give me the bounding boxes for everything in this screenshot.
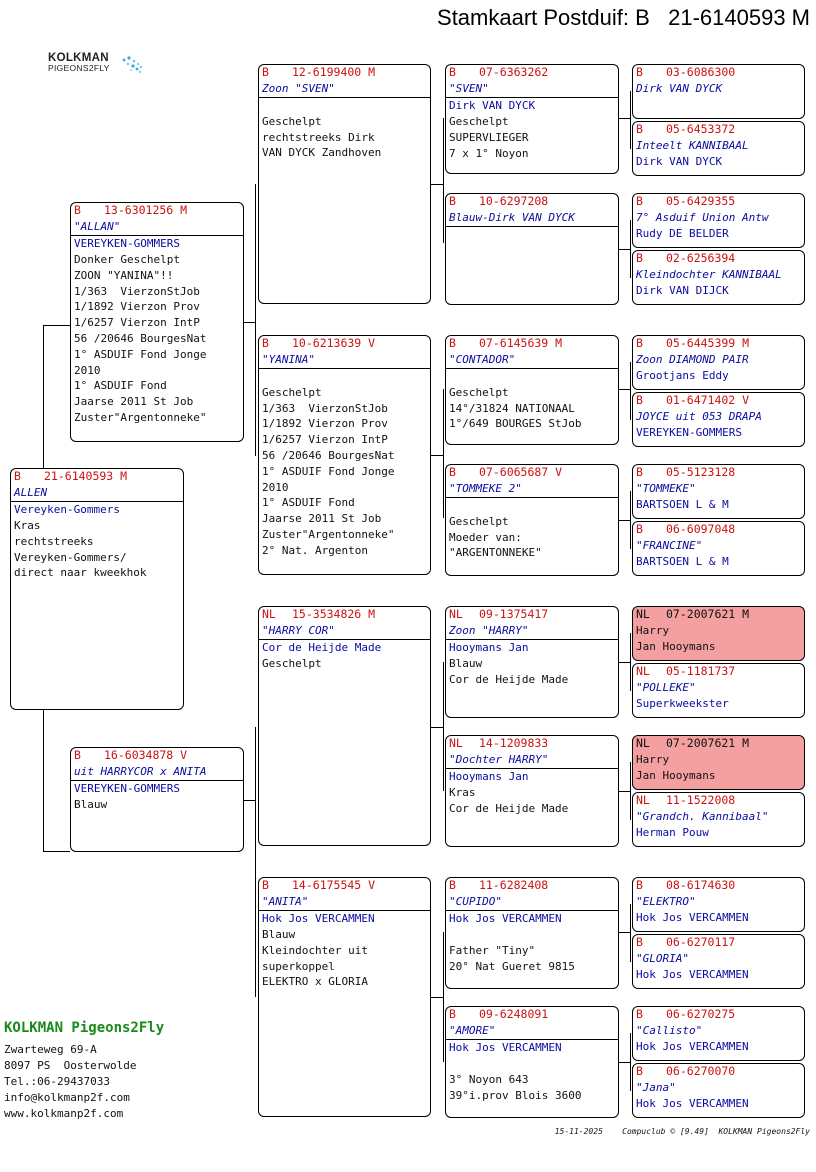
pigeon-card-sdd bbox=[445, 464, 619, 576]
pigeon-note: 2010 bbox=[262, 480, 289, 494]
ring-number: 11-1522008 bbox=[666, 793, 736, 807]
country-code: B bbox=[449, 336, 456, 350]
pigeon-name: ALLEN bbox=[14, 486, 48, 499]
country-code: NL bbox=[636, 664, 650, 678]
pigeon-note: Kleindochter uit bbox=[262, 943, 368, 957]
pigeon-name: "TOMMEKE 2" bbox=[449, 482, 522, 495]
spacer bbox=[446, 498, 618, 514]
ring-header bbox=[633, 251, 804, 267]
pigeon-card-d1 bbox=[70, 747, 244, 852]
country-code: B bbox=[14, 469, 21, 483]
spacer bbox=[446, 369, 618, 385]
ring-header bbox=[446, 878, 618, 894]
pigeon-note: 1/363 VierzonStJob bbox=[262, 401, 388, 415]
pigeon-line-1: "FRANCINE" bbox=[636, 539, 703, 552]
ring-header bbox=[446, 607, 618, 623]
connector-line bbox=[619, 118, 630, 119]
ring-number: 14-6175545 V bbox=[292, 878, 376, 892]
ring-header bbox=[633, 1064, 804, 1080]
pigeon-note: 1° ASDUIF Fond bbox=[262, 496, 355, 510]
pigeon-note: 14°/31824 NATIONAAL bbox=[449, 401, 575, 415]
ring-number: 07-2007621 M bbox=[666, 736, 750, 750]
country-code: B bbox=[636, 1007, 643, 1021]
pigeon-line-1: "Callisto" bbox=[636, 1024, 703, 1037]
pigeon-card-g3 bbox=[632, 193, 805, 248]
pigeon-line-2: Jan Hooymans bbox=[636, 640, 716, 653]
ring-number: 06-6270070 bbox=[666, 1064, 736, 1078]
ring-number: 05-6453372 bbox=[666, 122, 736, 136]
pigeon-note: rechtstreeks Dirk bbox=[262, 130, 375, 144]
connector-line bbox=[630, 362, 631, 420]
country-code: NL bbox=[449, 736, 463, 750]
pigeon-note: Blauw bbox=[262, 928, 296, 941]
pigeon-note: 1/6257 Vierzon IntP bbox=[74, 316, 200, 330]
connector-line bbox=[244, 800, 255, 801]
connector-line bbox=[619, 932, 630, 933]
country-code: B bbox=[262, 336, 269, 350]
connector-line bbox=[630, 904, 631, 962]
pigeon-line-1: "TOMMEKE" bbox=[636, 482, 696, 495]
pigeon-note: Geschelpt bbox=[262, 114, 322, 128]
ring-number: 10-6297208 bbox=[479, 194, 549, 208]
pigeon-note bbox=[446, 1056, 618, 1072]
connector-line bbox=[619, 791, 630, 792]
pigeon-line-2: BARTSOEN L & M bbox=[636, 498, 729, 511]
pigeon-owner: VEREYKEN-GOMMERS bbox=[74, 782, 180, 795]
pigeon-line-2: Dirk VAN DIJCK bbox=[636, 284, 729, 297]
pigeon-note: Vereyken-Gommers/ bbox=[14, 550, 127, 564]
country-code: B bbox=[449, 465, 456, 479]
pigeon-line-1: 7° Asduif Union Antw bbox=[636, 211, 769, 224]
pigeon-name: Zoon "HARRY" bbox=[449, 624, 529, 637]
ring-number: 05-6429355 bbox=[666, 194, 736, 208]
pigeon-card-ss bbox=[258, 64, 431, 304]
pigeon-line-2: Dirk VAN DYCK bbox=[636, 155, 723, 168]
ring-number: 01-6471402 V bbox=[666, 393, 750, 407]
connector-line bbox=[244, 322, 255, 323]
pigeon-card-g2 bbox=[632, 121, 805, 176]
pigeon-line-2 bbox=[633, 97, 804, 113]
ring-header bbox=[446, 1007, 618, 1023]
connector-line bbox=[630, 633, 631, 691]
connector-line bbox=[630, 220, 631, 278]
pigeon-note: 1/363 VierzonStJob bbox=[74, 284, 200, 298]
pigeon-card-ssd bbox=[445, 193, 619, 305]
pigeon-line-1: Dirk VAN DYCK bbox=[636, 82, 723, 95]
ring-header bbox=[633, 664, 804, 680]
ring-header bbox=[11, 469, 183, 485]
pigeon-owner: Dirk VAN DYCK bbox=[449, 99, 536, 112]
pigeon-note: 1/1892 Vierzon Prov bbox=[262, 417, 388, 431]
country-code: B bbox=[636, 194, 643, 208]
pigeon-note: 56 /20646 BourgesNat bbox=[74, 331, 207, 345]
pigeon-note: Father "Tiny" bbox=[449, 943, 536, 957]
ring-header bbox=[633, 793, 804, 809]
pigeon-note: VAN DYCK Zandhoven bbox=[262, 146, 382, 160]
country-code: B bbox=[636, 336, 643, 350]
pigeon-owner: Hok Jos VERCAMMEN bbox=[262, 912, 375, 925]
connector-line bbox=[443, 389, 444, 518]
country-code: B bbox=[636, 878, 643, 892]
country-code: B bbox=[449, 194, 456, 208]
pigeon-note bbox=[446, 927, 618, 943]
pigeon-name: "SVEN" bbox=[449, 82, 489, 95]
pigeon-note: "ARGENTONNEKE" bbox=[449, 546, 542, 560]
website-line: www.kolkmanp2f.com bbox=[4, 1107, 124, 1120]
pigeon-line-2: Herman Pouw bbox=[636, 826, 709, 839]
pigeon-note: Zuster"Argentonneke" bbox=[262, 527, 395, 541]
ring-header bbox=[633, 65, 804, 81]
ring-header bbox=[633, 607, 804, 623]
pigeon-note: SUPERVLIEGER bbox=[449, 130, 529, 144]
ring-header bbox=[633, 878, 804, 894]
pigeon-note: 3° Noyon 643 bbox=[449, 1072, 529, 1086]
spacer bbox=[446, 227, 618, 243]
pigeon-name: "ANITA" bbox=[262, 895, 309, 908]
connector-line bbox=[619, 249, 630, 250]
ring-header bbox=[71, 748, 243, 764]
pigeon-note: 1/1892 Vierzon Prov bbox=[74, 300, 200, 314]
pigeon-card-g5 bbox=[632, 335, 805, 390]
ring-header bbox=[446, 65, 618, 81]
pigeon-line-1: "Grandch. Kannibaal" bbox=[636, 810, 769, 823]
connector-line bbox=[431, 727, 443, 728]
pigeon-line-1: "POLLEKE" bbox=[636, 681, 696, 694]
ring-number: 21-6140593 M bbox=[44, 469, 128, 483]
ring-header bbox=[259, 878, 430, 894]
pigeon-line-2: Jan Hooymans bbox=[636, 769, 716, 782]
logo-dots-icon bbox=[120, 54, 146, 76]
pigeon-note: 7 x 1° Noyon bbox=[449, 146, 529, 160]
pigeon-note: ELEKTRO x GLORIA bbox=[262, 975, 368, 989]
pigeon-note: Blauw bbox=[449, 657, 483, 670]
country-code: B bbox=[262, 878, 269, 892]
pigeon-name: "CUPIDO" bbox=[449, 895, 502, 908]
ring-number: 02-6256394 bbox=[666, 251, 736, 265]
ring-number: 05-6445399 M bbox=[666, 336, 750, 350]
pigeon-note: 2° Nat. Argenton bbox=[262, 543, 368, 557]
spacer bbox=[259, 369, 430, 385]
pigeon-note: Jaarse 2011 St Job bbox=[74, 395, 194, 409]
pigeon-line-1: Zoon DIAMOND PAIR bbox=[636, 353, 749, 366]
pigeon-card-s1 bbox=[70, 202, 244, 442]
ring-number: 08-6174630 bbox=[666, 878, 736, 892]
ring-number: 06-6270275 bbox=[666, 1007, 736, 1021]
pigeon-line-2: BARTSOEN L & M bbox=[636, 555, 729, 568]
pigeon-card-g6 bbox=[632, 392, 805, 447]
connector-line bbox=[630, 491, 631, 549]
pigeon-card-ddd bbox=[445, 1006, 619, 1118]
pigeon-card-g14 bbox=[632, 934, 805, 989]
connector-line bbox=[255, 184, 256, 456]
pigeon-card-g8 bbox=[632, 521, 805, 576]
pigeon-card-g13 bbox=[632, 877, 805, 932]
pigeon-card-g15 bbox=[632, 1006, 805, 1061]
pigeon-note: 1° ASDUIF Fond Jonge bbox=[262, 464, 395, 478]
page-title: Stamkaart Postduif: B 21-6140593 M bbox=[437, 5, 810, 30]
pigeon-card-dds bbox=[445, 877, 619, 989]
pigeon-card-g10 bbox=[632, 663, 805, 718]
pigeon-note: Cor de Heijde Made bbox=[449, 672, 569, 686]
ring-number: 16-6034878 V bbox=[104, 748, 188, 762]
pigeon-line-1: "GLORIA" bbox=[636, 952, 689, 965]
country-code: NL bbox=[636, 736, 650, 750]
ring-header bbox=[259, 336, 430, 352]
pigeon-note: Jaarse 2011 St Job bbox=[262, 512, 382, 526]
pigeon-name: "HARRY COR" bbox=[262, 624, 335, 637]
pigeon-card-sd bbox=[258, 335, 431, 575]
ring-number: 05-1181737 bbox=[666, 664, 736, 678]
pigeon-note: Blauw bbox=[74, 798, 108, 811]
pigeon-card-p0 bbox=[10, 468, 184, 710]
country-code: B bbox=[636, 122, 643, 136]
ring-number: 14-1209833 bbox=[479, 736, 549, 750]
pigeon-card-dd bbox=[258, 877, 431, 1117]
connector-line bbox=[619, 389, 630, 390]
pigeon-note: 1° ASDUIF Fond bbox=[74, 379, 167, 393]
connector-line bbox=[43, 710, 44, 851]
country-code: NL bbox=[262, 607, 276, 621]
pigeon-note: Cor de Heijde Made bbox=[449, 801, 569, 815]
pigeon-name: "AMORE" bbox=[449, 1024, 496, 1037]
pigeon-note: 56 /20646 BourgesNat bbox=[262, 448, 395, 462]
pigeon-line-2: Hok Jos VERCAMMEN bbox=[636, 911, 749, 924]
ring-number: 06-6270117 bbox=[666, 935, 736, 949]
ring-number: 12-6199400 M bbox=[292, 65, 376, 79]
pigeon-line-2: Hok Jos VERCAMMEN bbox=[636, 1097, 749, 1110]
pigeon-name: Blauw-Dirk VAN DYCK bbox=[449, 211, 575, 224]
pigeon-note: Moeder van: bbox=[449, 530, 522, 544]
pigeon-note: Geschelpt bbox=[262, 657, 322, 670]
ring-number: 07-6145639 M bbox=[479, 336, 563, 350]
ring-header bbox=[71, 203, 243, 219]
pigeon-line-1: Inteelt KANNIBAAL bbox=[636, 139, 749, 152]
pigeon-card-sds bbox=[445, 335, 619, 445]
connector-line bbox=[619, 662, 630, 663]
pigeon-card-g4 bbox=[632, 250, 805, 305]
address-line: Zwarteweg 69-A bbox=[4, 1043, 97, 1056]
ring-header bbox=[446, 736, 618, 752]
pigeon-note: 1/6257 Vierzon IntP bbox=[262, 433, 388, 447]
pigeon-note: ZOON "YANINA"!! bbox=[74, 268, 174, 282]
pigeon-card-g1 bbox=[632, 64, 805, 119]
ring-number: 13-6301256 M bbox=[104, 203, 188, 217]
pigeon-note: Donker Geschelpt bbox=[74, 253, 180, 266]
pigeon-name: "Dochter HARRY" bbox=[449, 753, 549, 766]
ring-number: 09-1375417 bbox=[479, 607, 549, 621]
pigeon-line-1: Kleindochter KANNIBAAL bbox=[636, 268, 782, 281]
email-line: info@kolkmanp2f.com bbox=[4, 1091, 130, 1104]
connector-line bbox=[443, 118, 444, 243]
pigeon-owner: Vereyken-Gommers bbox=[14, 503, 120, 516]
pigeon-note: rechtstreeks bbox=[14, 534, 94, 548]
ring-header bbox=[633, 736, 804, 752]
connector-line bbox=[619, 1062, 630, 1063]
country-code: B bbox=[636, 935, 643, 949]
pigeon-note: Kras bbox=[14, 519, 41, 532]
connector-line bbox=[255, 727, 256, 997]
ring-header bbox=[633, 1007, 804, 1023]
pigeon-owner: Hok Jos VERCAMMEN bbox=[449, 1041, 562, 1054]
pigeon-note: 1°/649 BOURGES StJob bbox=[449, 417, 582, 431]
ring-number: 07-6363262 bbox=[479, 65, 549, 79]
pigeon-note: Geschelpt bbox=[449, 385, 509, 399]
pigeon-card-g11 bbox=[632, 735, 805, 790]
country-code: NL bbox=[636, 793, 650, 807]
kolkman-logo bbox=[48, 52, 144, 76]
pigeon-owner: Hooymans Jan bbox=[449, 641, 529, 654]
connector-line bbox=[630, 1033, 631, 1091]
country-code: NL bbox=[636, 607, 650, 621]
pigeon-note: Geschelpt bbox=[262, 385, 322, 399]
pigeon-card-dss bbox=[445, 606, 619, 718]
connector-line bbox=[431, 997, 443, 998]
country-code: NL bbox=[449, 607, 463, 621]
phone-line: Tel.:06-29437033 bbox=[4, 1075, 110, 1088]
country-code: B bbox=[449, 878, 456, 892]
pigeon-line-2: Rudy DE BELDER bbox=[636, 227, 729, 240]
ring-number: 03-6086300 bbox=[666, 65, 736, 79]
country-code: B bbox=[636, 393, 643, 407]
print-stamp: 15-11-2025 Compuclub © [9.49] KOLKMAN Pigeons2Fly bbox=[554, 1127, 810, 1136]
pigeon-line-1: "Jana" bbox=[636, 1081, 676, 1094]
pigeon-note: Kras bbox=[449, 786, 476, 799]
pigeon-card-dsd bbox=[445, 735, 619, 847]
ring-header bbox=[633, 935, 804, 951]
pigeon-owner: Cor de Heijde Made bbox=[262, 641, 382, 654]
ring-number: 09-6248091 bbox=[479, 1007, 549, 1021]
connector-line bbox=[431, 184, 443, 185]
pigeon-name: "ALLAN" bbox=[74, 220, 121, 233]
pigeon-owner: VEREYKEN-GOMMERS bbox=[74, 237, 180, 250]
pigeon-note: direct naar kweekhok bbox=[14, 566, 147, 580]
pigeon-line-2: Grootjans Eddy bbox=[636, 369, 729, 382]
ring-number: 15-3534826 M bbox=[292, 607, 376, 621]
ring-header bbox=[633, 465, 804, 481]
ring-number: 07-6065687 V bbox=[479, 465, 563, 479]
pigeon-line-2: VEREYKEN-GOMMERS bbox=[636, 426, 742, 439]
pigeon-note: Zuster"Argentonneke" bbox=[74, 410, 207, 424]
pigeon-card-g9 bbox=[632, 606, 805, 661]
pigeon-line-2: Hok Jos VERCAMMEN bbox=[636, 1040, 749, 1053]
country-code: B bbox=[74, 748, 81, 762]
connector-line bbox=[630, 91, 631, 149]
connector-line bbox=[443, 932, 444, 1062]
pigeon-name: "CONTADOR" bbox=[449, 353, 516, 366]
ring-header bbox=[633, 522, 804, 538]
country-code: B bbox=[449, 1007, 456, 1021]
pigeon-note: Geschelpt bbox=[449, 514, 509, 528]
pigeon-card-g16 bbox=[632, 1063, 805, 1118]
country-code: B bbox=[636, 65, 643, 79]
pigeon-name: uit HARRYCOR x ANITA bbox=[74, 765, 207, 778]
pigeon-line-1: JOYCE uit 053 DRAPA bbox=[636, 410, 762, 423]
ring-header bbox=[259, 65, 430, 81]
connector-line bbox=[43, 325, 70, 326]
ring-header bbox=[633, 122, 804, 138]
ring-number: 10-6213639 V bbox=[292, 336, 376, 350]
pigeon-name: Zoon "SVEN" bbox=[262, 82, 335, 95]
country-code: B bbox=[262, 65, 269, 79]
connector-line bbox=[619, 520, 630, 521]
logo-line1: KOLKMAN bbox=[48, 52, 109, 64]
connector-line bbox=[43, 851, 70, 852]
pigeon-line-2: Superkweekster bbox=[636, 697, 729, 710]
pigeon-owner: Hok Jos VERCAMMEN bbox=[449, 912, 562, 925]
country-code: B bbox=[636, 522, 643, 536]
country-code: B bbox=[636, 465, 643, 479]
ring-header bbox=[446, 465, 618, 481]
connector-line bbox=[43, 325, 44, 468]
ring-header bbox=[633, 393, 804, 409]
address-line: 8097 PS Oosterwolde bbox=[4, 1059, 137, 1072]
ring-number: 07-2007621 M bbox=[666, 607, 750, 621]
pigeon-line-1: Harry bbox=[636, 753, 670, 766]
logo-line2: PIGEONS2FLY bbox=[48, 63, 110, 73]
connector-line bbox=[630, 762, 631, 820]
pigeon-name: "YANINA" bbox=[262, 353, 315, 366]
pigeon-note: Geschelpt bbox=[449, 115, 509, 128]
country-code: B bbox=[636, 1064, 643, 1078]
country-code: B bbox=[74, 203, 81, 217]
ring-header bbox=[633, 336, 804, 352]
pigeon-card-g7 bbox=[632, 464, 805, 519]
spacer bbox=[259, 98, 430, 114]
pigeon-note: superkoppel bbox=[262, 959, 335, 973]
ring-header bbox=[446, 336, 618, 352]
pigeon-card-ds bbox=[258, 606, 431, 846]
club-name: KOLKMAN Pigeons2Fly bbox=[4, 1020, 165, 1036]
ring-header bbox=[633, 194, 804, 210]
connector-line bbox=[431, 455, 443, 456]
pigeon-owner: Hooymans Jan bbox=[449, 770, 529, 783]
country-code: B bbox=[636, 251, 643, 265]
pigeon-line-1: "ELEKTRO" bbox=[636, 895, 696, 908]
ring-header bbox=[259, 607, 430, 623]
ring-number: 05-5123128 bbox=[666, 465, 736, 479]
pigeon-note: 20° Nat Gueret 9815 bbox=[449, 959, 575, 973]
pigeon-line-2: Hok Jos VERCAMMEN bbox=[636, 968, 749, 981]
connector-line bbox=[443, 662, 444, 791]
country-code: B bbox=[449, 65, 456, 79]
pigeon-note: 1° ASDUIF Fond Jonge bbox=[74, 347, 207, 361]
pigeon-note: 39°i.prov Blois 3600 bbox=[449, 1088, 582, 1102]
pigeon-note: 2010 bbox=[74, 363, 101, 377]
ring-header bbox=[446, 194, 618, 210]
pigeon-line-1: Harry bbox=[636, 624, 670, 637]
pigeon-card-g12 bbox=[632, 792, 805, 847]
ring-number: 11-6282408 bbox=[479, 878, 549, 892]
pigeon-card-sss bbox=[445, 64, 619, 174]
ring-number: 06-6097048 bbox=[666, 522, 736, 536]
